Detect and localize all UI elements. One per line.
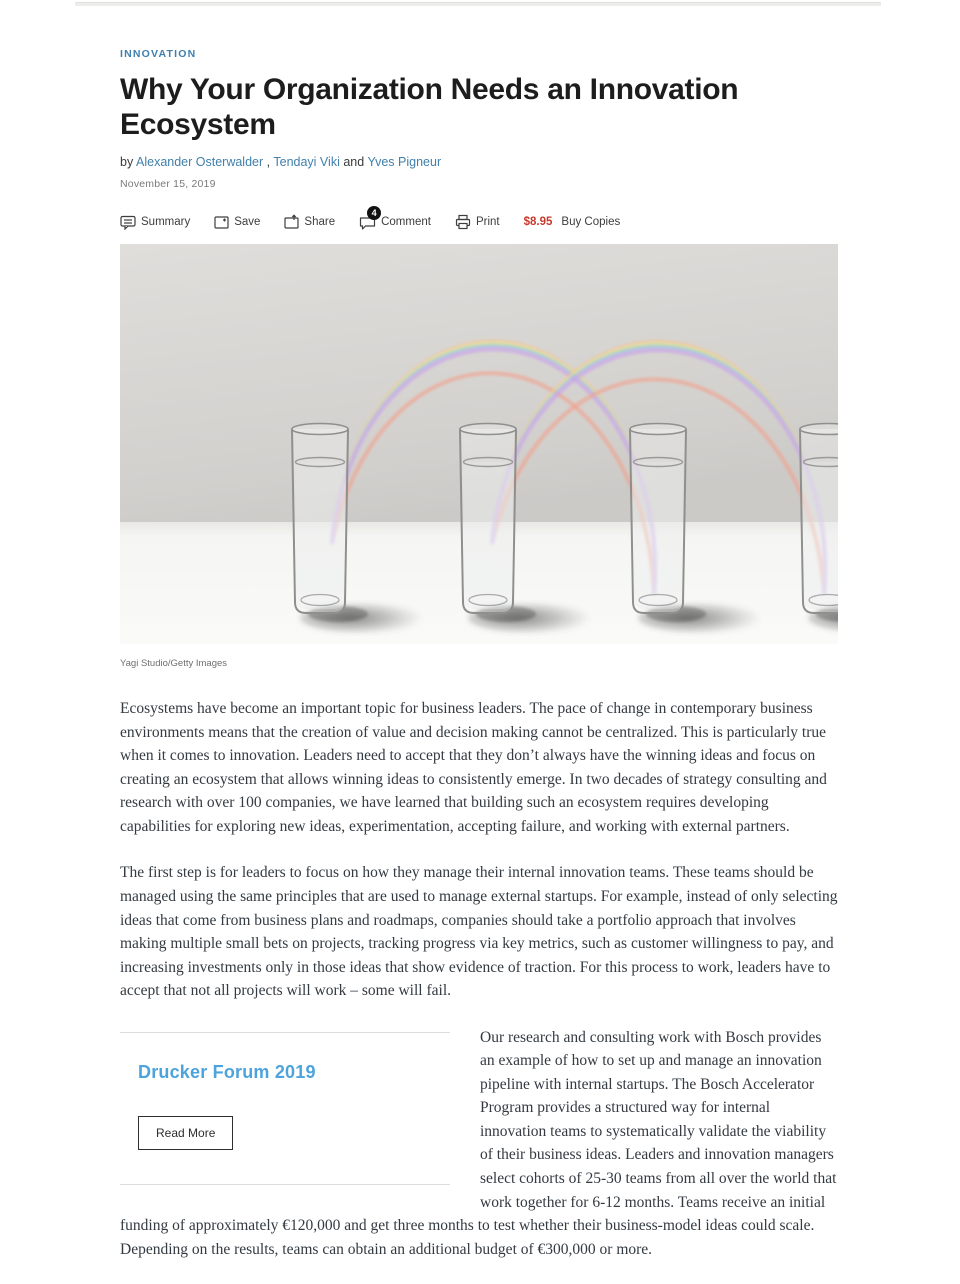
image-credit: Yagi Studio/Getty Images bbox=[120, 658, 228, 670]
buy-copies-price: $8.95 bbox=[523, 216, 553, 229]
save-label: Save bbox=[234, 216, 261, 229]
hero-image bbox=[120, 244, 838, 644]
drucker-forum-title: Drucker Forum 2019 bbox=[138, 1061, 316, 1082]
comment-button[interactable] bbox=[359, 207, 431, 230]
print-icon bbox=[455, 214, 471, 230]
summary-button[interactable] bbox=[120, 215, 190, 230]
paragraph-3-section bbox=[120, 1026, 838, 1261]
paragraph-3: Our research and consulting work with Bosch provides an example of how to set up and manage an innovation pipeline with internal startups. The Bosch Accelerator Program provides a structured way for internal innovation teams to systematically validate the viability of their business ideas. Leaders and innovation managers select cohorts of 25-30 teams from all over the world that work together for 6-12 months. Teams receive an initial funding of approximately €120,000 and get three months to test whether their business-model ideas could scale. Depending on the results, teams can obtain an additional budget of €300,000 or more. bbox=[120, 1028, 837, 1258]
author-link-3[interactable]: Yves Pigneur bbox=[367, 155, 442, 170]
comment-count-badge: 4 bbox=[367, 206, 381, 220]
article-toolbar bbox=[120, 207, 838, 230]
share-icon bbox=[284, 214, 299, 230]
summary-label: Summary bbox=[141, 216, 191, 229]
page-top-rule bbox=[75, 2, 881, 6]
drucker-forum-callout bbox=[120, 1032, 450, 1185]
byline-and: and bbox=[343, 155, 365, 170]
print-button[interactable] bbox=[455, 214, 500, 230]
buy-copies-label: Buy Copies bbox=[561, 216, 621, 229]
save-icon bbox=[214, 215, 229, 230]
paragraph-1: Ecosystems have become an important topic for business leaders. The pace of change in contemporary business environments means that the creation of value and decision making cannot be centralized. This is particularly true when it comes to innovation. Leaders need to accept that they don’t always have the winning ideas and focus on creating an ecosystem that allows winning ideas to consistently emerge. In two decades of strategy consulting and research with over 100 companies, we have learned that building such an ecosystem requires developing capabilities for exploring new ideas, experimentation, accepting failure, and working with external partners. bbox=[120, 700, 827, 835]
read-more-button[interactable]: Read More bbox=[138, 1116, 233, 1150]
paragraph-2: The first step is for leaders to focus on how they manage their internal innovation teams. These teams should be managed using the same principles that are used to manage external startups. For example, instead of only selecting ideas that come from business plans and roadmaps, companies should take a portfolio approach that involves making multiple small bets on projects, tracking progress via key metrics, such as customer willingness to pay, and increasing investments only in those ideas that show evidence of traction. For this process to work, leaders have to accept that not all projects will work – some will fail. bbox=[120, 864, 838, 1000]
share-label: Share bbox=[304, 216, 336, 229]
author-link-2[interactable]: Tendayi Viki bbox=[273, 155, 340, 170]
publish-date: November 15, 2019 bbox=[120, 178, 216, 191]
print-label: Print bbox=[475, 216, 500, 229]
article-page bbox=[120, 44, 838, 1284]
buy-copies-button[interactable] bbox=[524, 216, 621, 228]
comment-label: Comment bbox=[381, 216, 431, 229]
byline bbox=[120, 155, 838, 169]
category-link[interactable]: INNOVATION bbox=[120, 48, 197, 60]
byline-separator: , bbox=[266, 155, 271, 170]
byline-prefix: by bbox=[120, 155, 134, 170]
article-body bbox=[120, 697, 838, 1261]
save-button[interactable] bbox=[214, 215, 260, 230]
page-title: Why Your Organization Needs an Innovation Ecosystem bbox=[120, 73, 739, 142]
share-button[interactable] bbox=[284, 214, 335, 230]
summary-icon bbox=[120, 215, 136, 230]
author-link-1[interactable]: Alexander Osterwalder bbox=[136, 155, 264, 170]
